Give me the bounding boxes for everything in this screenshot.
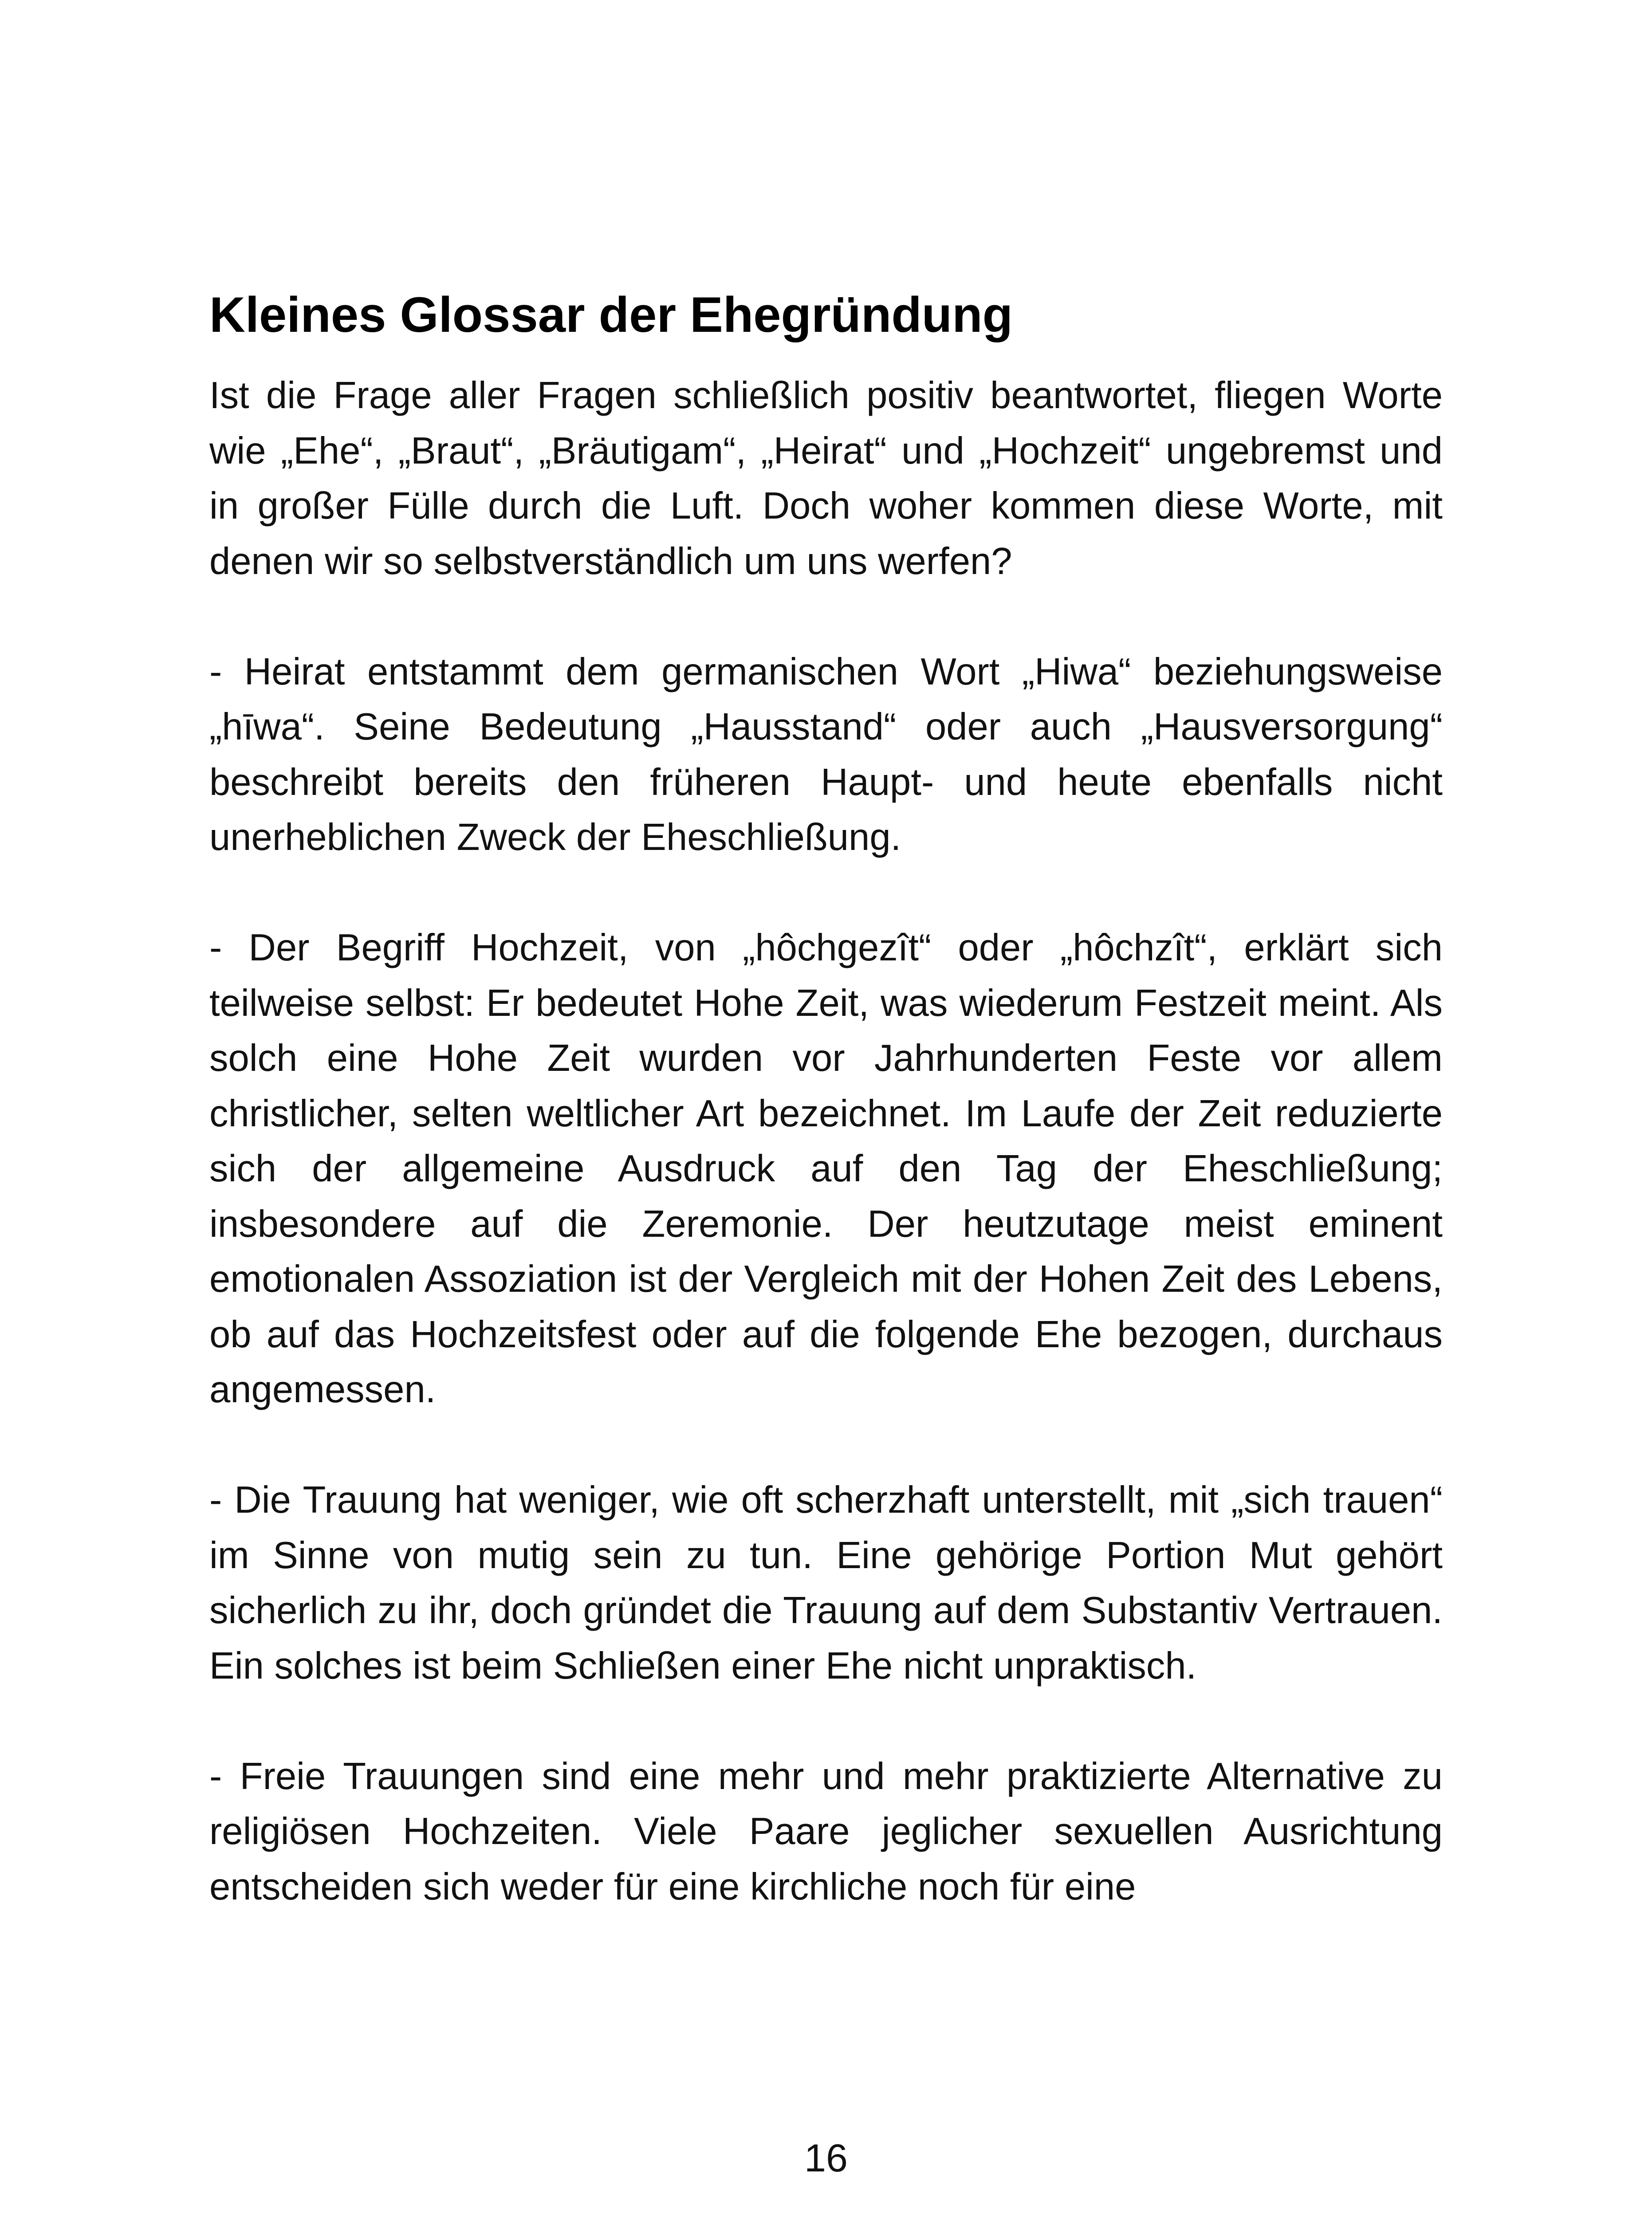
paragraph-trauung: - Die Trauung hat weniger, wie oft scherzhaft unterstellt, mit „sich trauen“ im Sinne von mutig sein zu tun. Eine gehörige Portion Mut gehört sicherlich zu ihr, doch gründet die Trauung auf dem Substantiv Vertrauen. Ein solches ist beim Schließen einer Ehe nicht unpraktisch.	[209, 1479, 1443, 1687]
paragraph-freie-trauungen: - Freie Trauungen sind eine mehr und mehr praktizierte Alternative zu religiösen Hochzeiten. Viele Paare jeglicher sexuellen Ausrichtung entscheiden sich weder für eine kirchliche noch für eine	[209, 1755, 1443, 1908]
page-number: 16	[804, 2136, 848, 2180]
paragraph-intro: Ist die Frage aller Fragen schließlich positiv beantwortet, fliegen Worte wie „Ehe“, „Braut“, „Bräutigam“, „Heirat“ und „Hochzeit“ ungebremst und in großer Fülle durch die Luft. Doch woher kommen diese Worte, mit denen wir so selbstverständlich um uns werfen?	[209, 374, 1443, 582]
page-content	[209, 284, 1443, 1915]
paragraph-heirat: - Heirat entstammt dem germanischen Wort „Hiwa“ beziehungsweise „hīwa“. Seine Bedeutung „Hausstand“ oder auch „Hausversorgung“ beschreibt bereits den früheren Haupt- und heute ebenfalls nicht unerheblichen Zweck der Eheschließung.	[209, 650, 1443, 858]
paragraph-hochzeit: - Der Begriff Hochzeit, von „hôchgezît“ oder „hôchzît“, erklärt sich teilweise selbst: Er bedeutet Hohe Zeit, was wiederum Festzeit meint. Als solch eine Hohe Zeit wurden vor Jahrhunderten Feste vor allem christlicher, selten weltlicher Art bezeichnet. Im Laufe der Zeit reduzierte sich der allgemeine Ausdruck auf den Tag der Eheschließung; insbesondere auf die Zeremonie. Der heutzutage meist eminent emotionalen Assoziation ist der Vergleich mit der Hohen Zeit des Lebens, ob auf das Hochzeitsfest oder auf die folgende Ehe bezogen, durchaus angemessen.	[209, 927, 1443, 1411]
page-title: Kleines Glossar der Ehegründung	[209, 287, 1013, 342]
